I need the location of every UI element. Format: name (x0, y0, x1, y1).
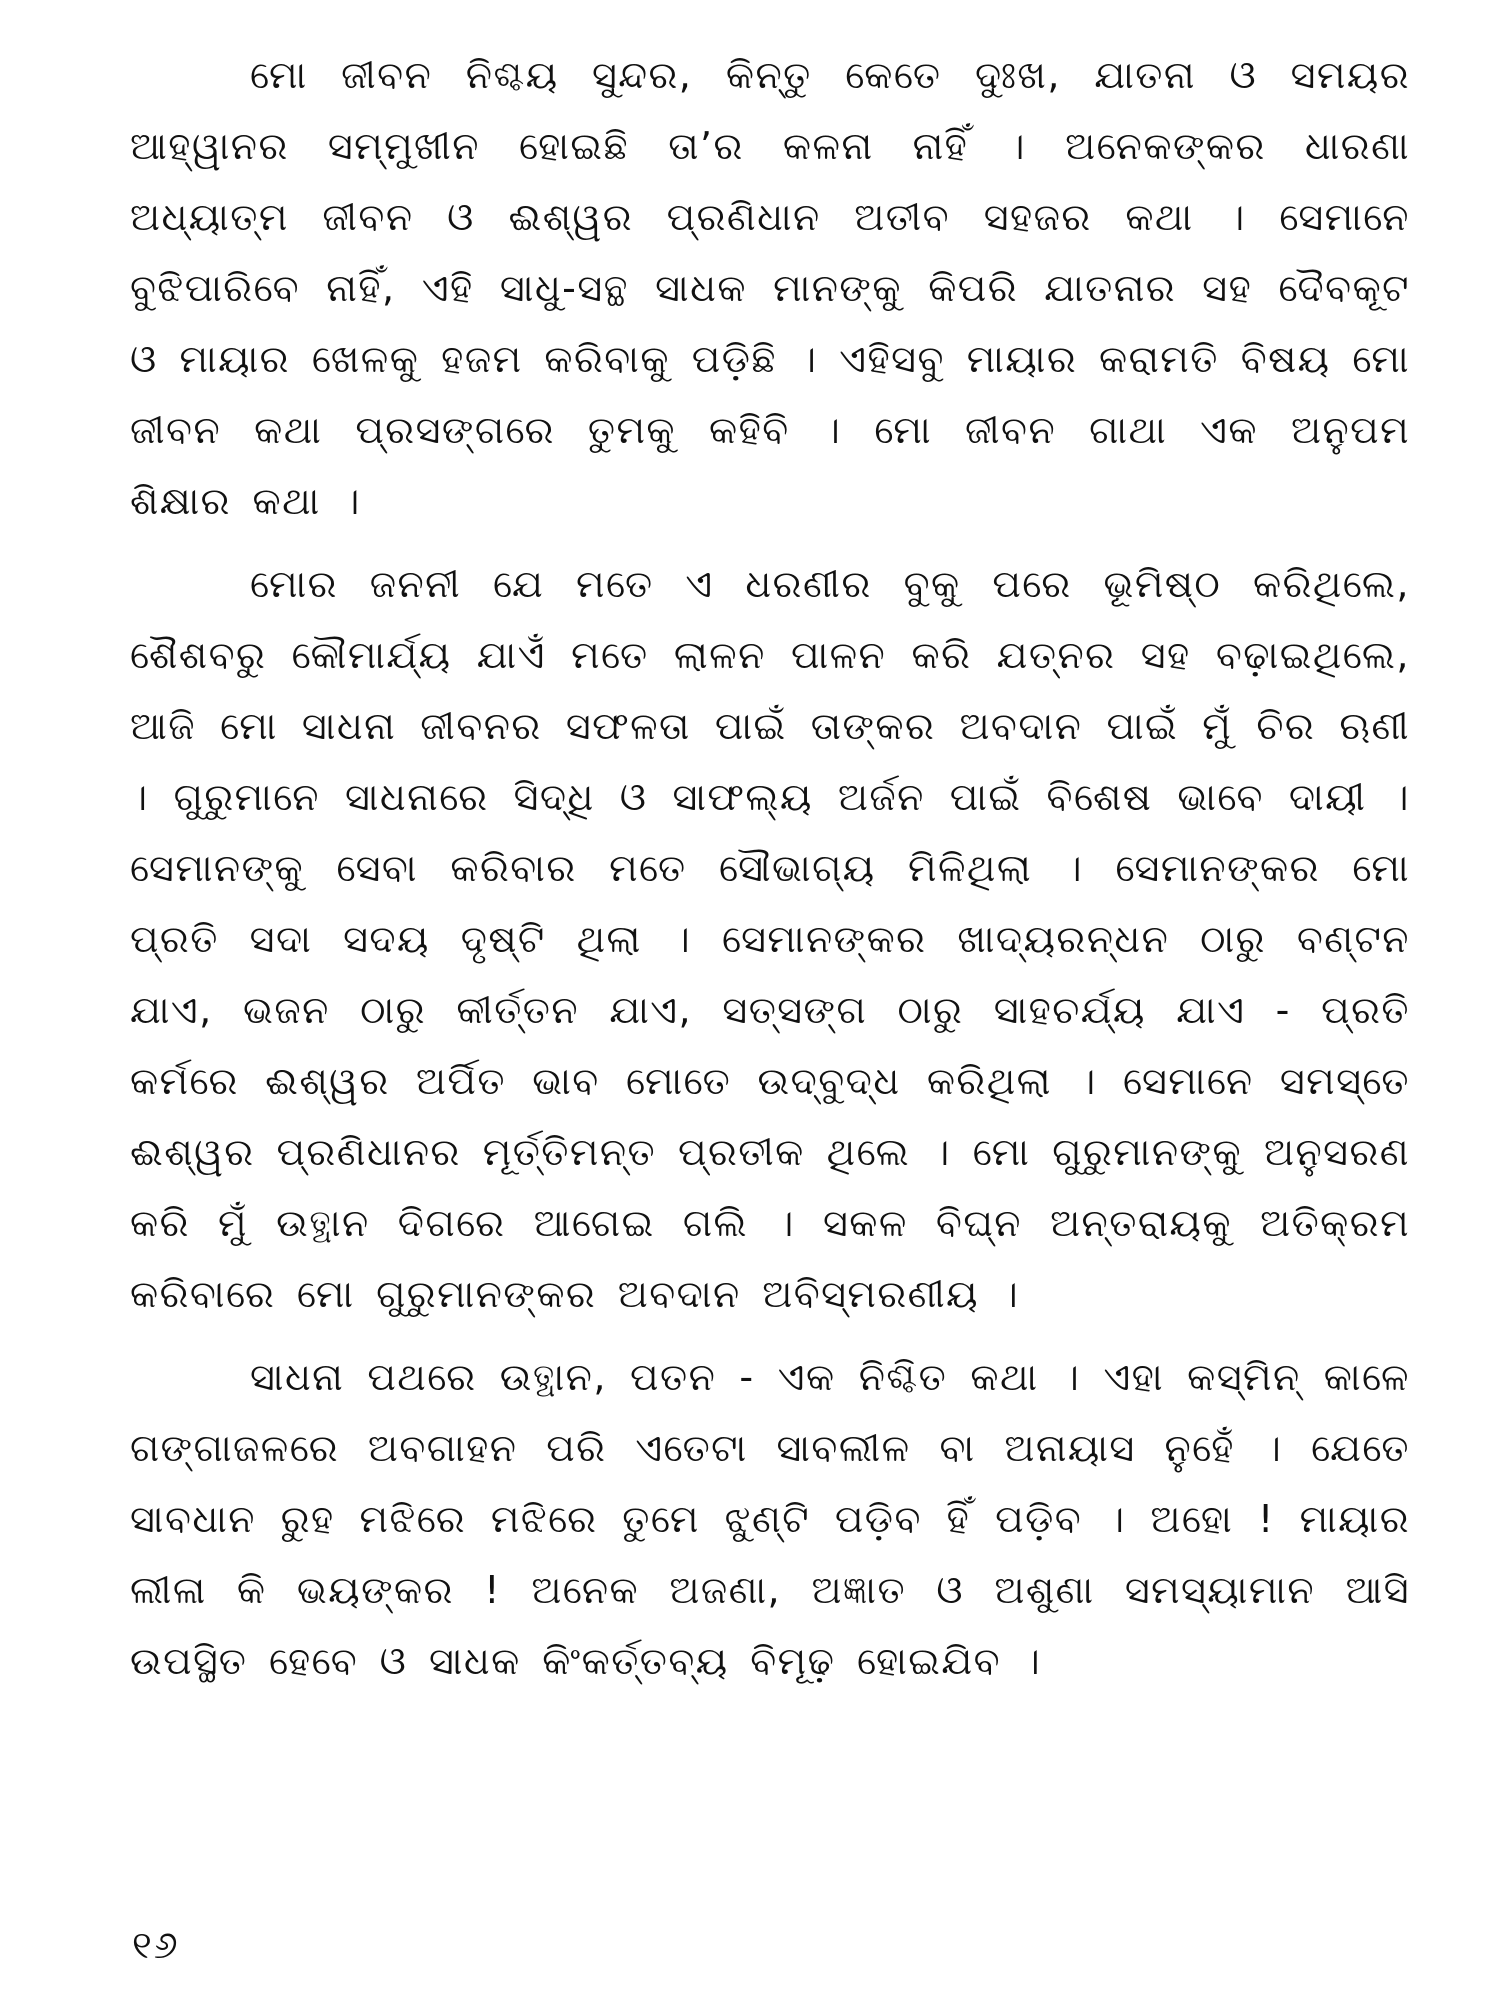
page-number: ୧୬ (132, 1923, 180, 1967)
paragraph-3: ସାଧନା ପଥରେ ଉତ୍ଥାନ, ପତନ - ଏକ ନିଶ୍ଚିତ କଥା । ଏହା କସ୍ମିନ୍ କାଳେ ଗଙ୍ଗାଜଳରେ ଅବଗାହନ ପରି ଏତେଟା ସାବଲୀଳ ବା ଅନାୟାସ ନୁହେଁ । ଯେତେ ସାବଧାନ ରୁହ ମଝିରେ ମଝିରେ ତୁମେ ଝୁଣ୍ଟି ପଡ଼ିବ ହିଁ ପଡ଼ିବ । ଅହୋ ! ମାୟାର ଲୀଳା କି ଭୟଙ୍କର ! ଅନେକ ଅଜଣା, ଅଜ୍ଞାତ ଓ ଅଶୁଣା ସମସ୍ୟାମାନ ଆସି ଉପସ୍ଥିତ ହେବେ ଓ ସାଧକ କିଂକର୍ତ୍ତବ୍ୟ ବିମୂଢ଼ ହୋଇଯିବ । (130, 1355, 1410, 1683)
paragraph-2: ମୋର ଜନନୀ ଯେ ମତେ ଏ ଧରଣୀର ବୁକୁ ପରେ ଭୂମିଷ୍ଠ କରିଥିଲେ, ଶୈଶବରୁ କୌମାର୍ଯ୍ୟ ଯାଏଁ ମତେ ଲାଳନ ପାଳନ କରି ଯତ୍ନର ସହ ବଢ଼ାଇଥିଲେ, ଆଜି ମୋ ସାଧନା ଜୀବନର ସଫଳତା ପାଇଁ ତାଙ୍କର ଅବଦାନ ପାଇଁ ମୁଁ ଚିର ଋଣୀ । ଗୁରୁମାନେ ସାଧନାରେ ସିଦ୍ଧି ଓ ସାଫଲ୍ୟ ଅର୍ଜନ ପାଇଁ ବିଶେଷ ଭାବେ ଦାୟୀ । ସେମାନଙ୍କୁ ସେବା କରିବାର ମତେ ସୌଭାଗ୍ୟ ମିଳିଥିଲା । ସେମାନଙ୍କର ମୋ ପ୍ରତି ସଦା ସଦୟ ଦୃଷ୍ଟି ଥିଲା । ସେମାନଙ୍କର ଖାଦ୍ୟରନ୍ଧନ ଠାରୁ ବଣ୍ଟନ ଯାଏ, ଭଜନ ଠାରୁ କୀର୍ତ୍ତନ ଯାଏ, ସତ୍‌ସଙ୍ଗ ଠାରୁ ସାହଚର୍ଯ୍ୟ ଯାଏ - ପ୍ରତି କର୍ମରେ ଈଶ୍ୱର ଅର୍ପିତ ଭାବ ମୋତେ ଉଦ୍‌ବୁଦ୍ଧ କରିଥିଲା । ସେମାନେ ସମସ୍ତେ ଈଶ୍ୱର ପ୍ରଣିଧାନର ମୂର୍ତ୍ତିମନ୍ତ ପ୍ରତୀକ ଥିଲେ । ମୋ ଗୁରୁମାନଙ୍କୁ ଅନୁସରଣ କରି ମୁଁ ଉତ୍ଥାନ ଦିଗରେ ଆଗେଇ ଗଲି । ସକଳ ବିଘ୍ନ ଅନ୍ତରାୟକୁ ଅତିକ୍ରମ କରିବାରେ ମୋ ଗୁରୁମାନଙ୍କର ଅବଦାନ ଅବିସ୍ମରଣୀୟ । (130, 562, 1410, 1316)
page-body (130, 40, 1410, 1697)
paragraph-1: ମୋ ଜୀବନ ନିଶ୍ଚୟ ସୁନ୍ଦର, କିନ୍ତୁ କେତେ ଦୁଃଖ, ଯାତନା ଓ ସମୟର ଆହ୍ୱାନର ସମ୍ମୁଖୀନ ହୋଇଛି ତା’ର କଳନା ନାହିଁ । ଅନେକଙ୍କର ଧାରଣା ଅଧ୍ୟାତ୍ମ ଜୀବନ ଓ ଈଶ୍ୱର ପ୍ରଣିଧାନ ଅତୀବ ସହଜର କଥା । ସେମାନେ ବୁଝିପାରିବେ ନାହିଁ, ଏହି ସାଧୁ-ସନ୍ଥ ସାଧକ ମାନଙ୍କୁ କିପରି ଯାତନାର ସହ ଦୈବକୂଟ ଓ ମାୟାର ଖେଳକୁ ହଜମ କରିବାକୁ ପଡ଼ିଛି । ଏହିସବୁ ମାୟାର କରାମତି ବିଷୟ ମୋ ଜୀବନ କଥା ପ୍ରସଙ୍ଗରେ ତୁମକୁ କହିବି । ମୋ ଜୀବନ ଗାଥା ଏକ ଅନୁପମ ଶିକ୍ଷାର କଥା । (130, 53, 1410, 523)
